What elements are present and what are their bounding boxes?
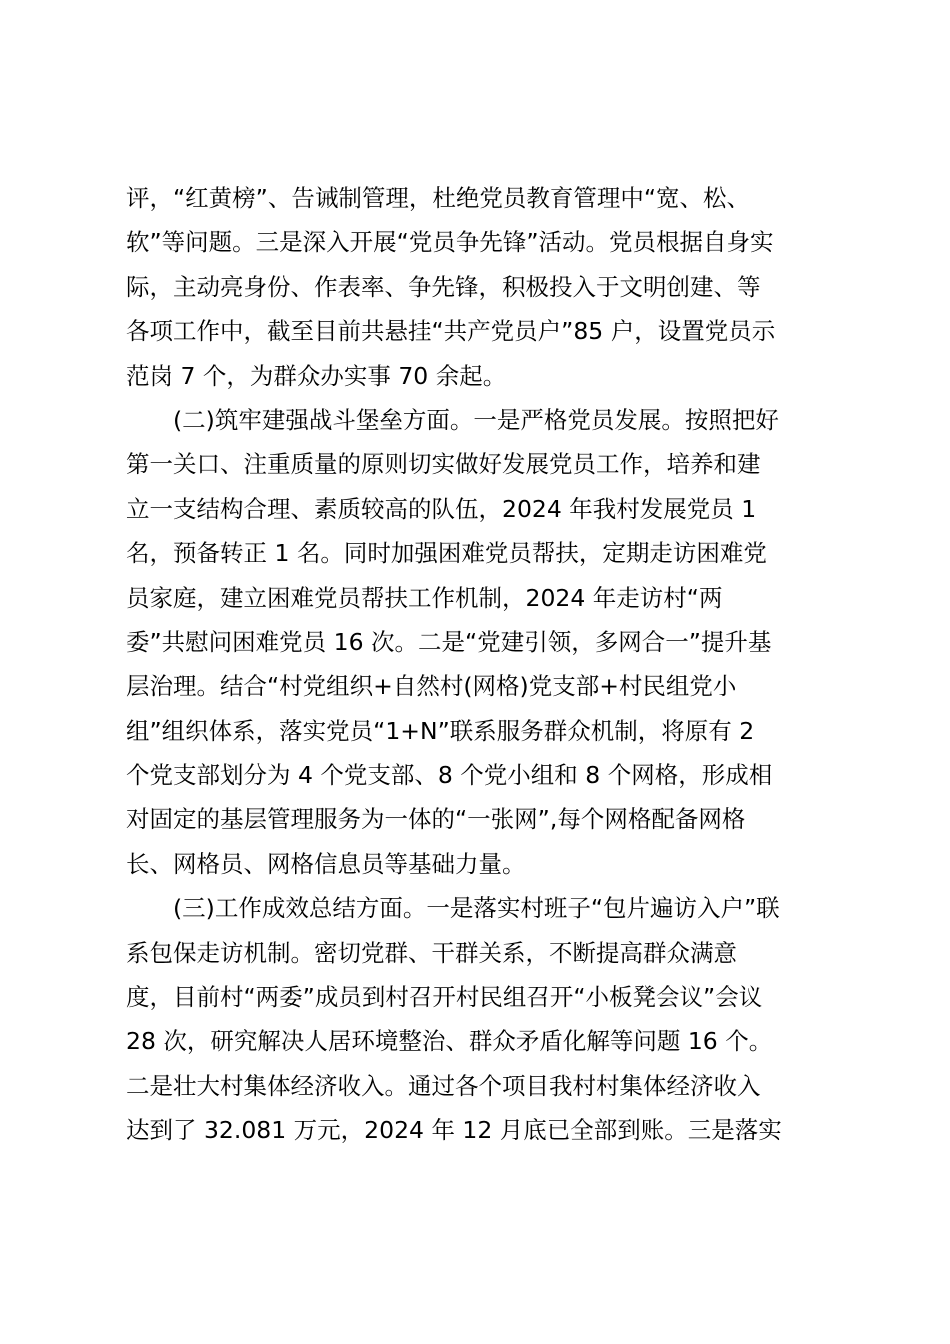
text-line: 度，目前村“两委”成员到村召开村民组召开“小板凳会议”会议 xyxy=(126,983,763,1012)
paragraph-section-2 xyxy=(126,398,832,886)
text-line: 名，预备转正 1 名。同时加强困难党员帮扶，定期走访困难党 xyxy=(126,539,767,568)
document-body xyxy=(126,176,832,1153)
text-line: 28 次，研究解决人居环境整治、群众矛盾化解等问题 16 个。 xyxy=(126,1027,773,1056)
text-line: 立一支结构合理、素质较高的队伍，2024 年我村发展党员 1 xyxy=(126,494,757,523)
text-line: 员家庭，建立困难党员帮扶工作机制，2024 年走访村“两 xyxy=(126,583,723,612)
text-line: 评，“红黄榜”、告诫制管理，杜绝党员教育管理中“宽、松、 xyxy=(126,184,751,212)
text-line: 委”共慰问困难党员 16 次。二是“党建引领，多网合一”提升基 xyxy=(126,627,772,656)
paragraph-first-line: (二)筑牢建强战斗堡垒方面。一是严格党员发展。按照把好 xyxy=(173,405,779,434)
text-line: 第一关口、注重质量的原则切实做好发展党员工作，培养和建 xyxy=(126,450,761,479)
text-line: 范岗 7 个，为群众办实事 70 余起。 xyxy=(126,361,507,390)
text-line: 际，主动亮身份、作表率、争先锋，积极投入于文明创建、等 xyxy=(126,272,761,301)
text-line: 个党支部划分为 4 个党支部、8 个党小组和 8 个网格，形成相 xyxy=(126,761,773,790)
text-line: 软”等问题。三是深入开展“党员争先锋”活动。党员根据自身实 xyxy=(126,228,774,257)
text-line: 各项工作中，截至目前共悬挂“共产党员户”85 户，设置党员示 xyxy=(126,317,776,346)
text-line: 系包保走访机制。密切党群、干群关系，不断提高群众满意 xyxy=(126,938,737,967)
paragraph-section-3 xyxy=(126,886,832,1152)
text-line: 层治理。结合“村党组织+自然村(网格)党支部+村民组党小 xyxy=(126,672,737,701)
text-line: 组”组织体系，落实党员“1+N”联系服务群众机制，将原有 2 xyxy=(126,716,755,745)
paragraph-first-line: (三)工作成效总结方面。一是落实村班子“包片遍访入户”联 xyxy=(173,894,780,923)
text-line: 对固定的基层管理服务为一体的“一张网”,每个网格配备网格 xyxy=(126,805,746,834)
paragraph-continuation xyxy=(126,176,832,398)
text-line: 达到了 32.081 万元，2024 年 12 月底已全部到账。三是落实 xyxy=(126,1116,782,1145)
text-line: 长、网格员、网格信息员等基础力量。 xyxy=(126,849,526,878)
text-line: 二是壮大村集体经济收入。通过各个项目我村村集体经济收入 xyxy=(126,1071,761,1100)
